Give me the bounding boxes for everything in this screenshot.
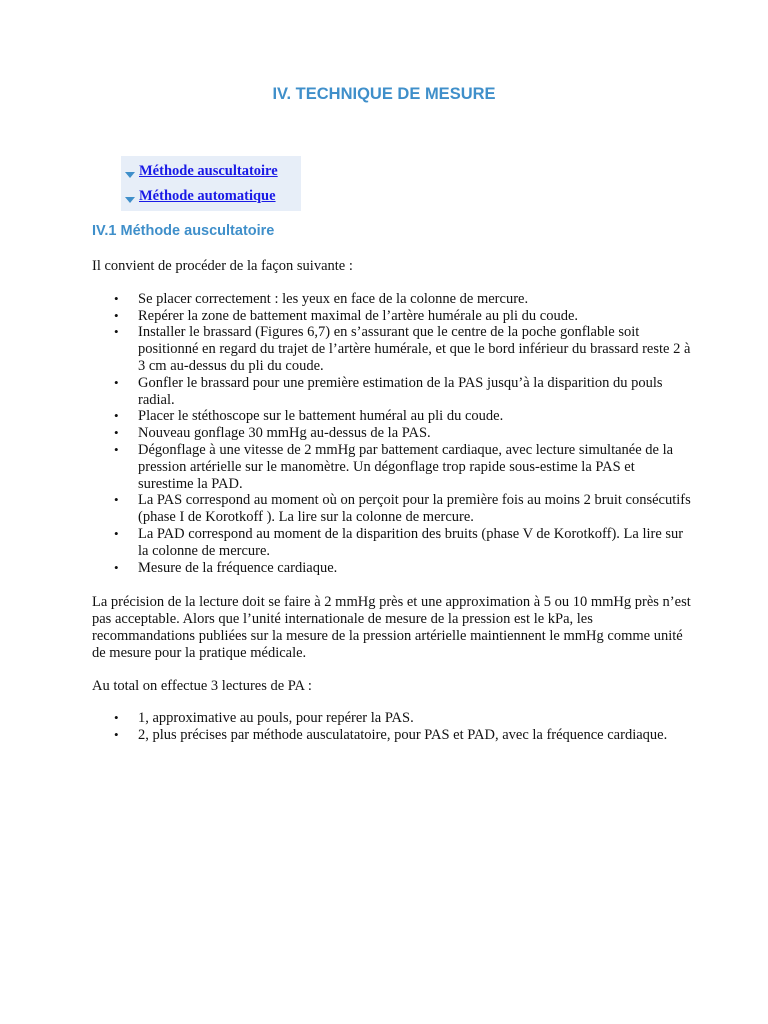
list-item: • 2, plus précises par méthode ausculatatoire, pour PAS et PAD, avec la fréquence cardiaque. [138,727,692,744]
list-item: • Repérer la zone de battement maximal de l’artère humérale au pli du coude. [138,308,692,325]
chevron-down-icon [125,172,135,178]
precision-paragraph: La précision de la lecture doit se faire à 2 mmHg près et une approximation à 5 ou 10 mmHg près n’est pas acceptable. Alors que l’unité internationale de mesure de la pression est le kPa, les recommandations publiées sur la mesure de la pression artérielle maintiennent le mmHg comme unité de mesure pour la pratique médicale. [92,594,691,661]
list-item: • La PAD correspond au moment de la disparition des bruits (phase V de Korotkoff). La lire sur la colonne de mercure. [138,526,692,560]
list-item: • Se placer correctement : les yeux en face de la colonne de mercure. [138,291,692,308]
total-paragraph: Au total on effectue 3 lectures de PA : [92,677,312,694]
list-item: • Gonfler le brassard pour une première estimation de la PAS jusqu’à la disparition du pouls radial. [138,375,692,409]
list-item: • Nouveau gonflage 30 mmHg au-dessus de la PAS. [138,425,692,442]
list-item: • Mesure de la fréquence cardiaque. [138,560,692,577]
list-item: • 1, approximative au pouls, pour repérer la PAS. [138,710,692,727]
list-item: • La PAS correspond au moment où on perçoit pour la première fois au moins 2 bruit consécutifs (phase I de Korotkoff ). La lire sur la colonne de mercure. [138,492,692,526]
toc-item-automatique[interactable] [121,184,301,209]
intro-paragraph: Il convient de procéder de la façon suivante : [92,258,353,274]
toc-link-automatique[interactable]: Méthode automatique [139,188,276,204]
list-item: • Placer le stéthoscope sur le battement huméral au pli du coude. [138,408,692,425]
readings-list [92,710,692,744]
chevron-down-icon [125,197,135,203]
toc-link-auscultatoire[interactable]: Méthode auscultatoire [139,163,278,179]
section-content [92,258,692,744]
steps-list [92,291,692,577]
toc-item-auscultatoire[interactable] [121,159,301,184]
page-title: IV. TECHNIQUE DE MESURE [272,85,496,103]
section-heading: IV.1 Méthode auscultatoire [92,223,275,239]
list-item: • Dégonflage à une vitesse de 2 mmHg par battement cardiaque, avec lecture simultanée de la pression artérielle sur le manomètre. Un dégonflage trop rapide sous-estime la PAS et surestime la PAD. [138,442,692,492]
table-of-contents [121,156,301,211]
list-item: • Installer le brassard (Figures 6,7) en s’assurant que le centre de la poche gonflable soit positionné en regard du trajet de l’artère humérale, et que le bord inférieur du brassard reste 2 à 3 cm au-dessus du pli du coude. [138,324,692,374]
